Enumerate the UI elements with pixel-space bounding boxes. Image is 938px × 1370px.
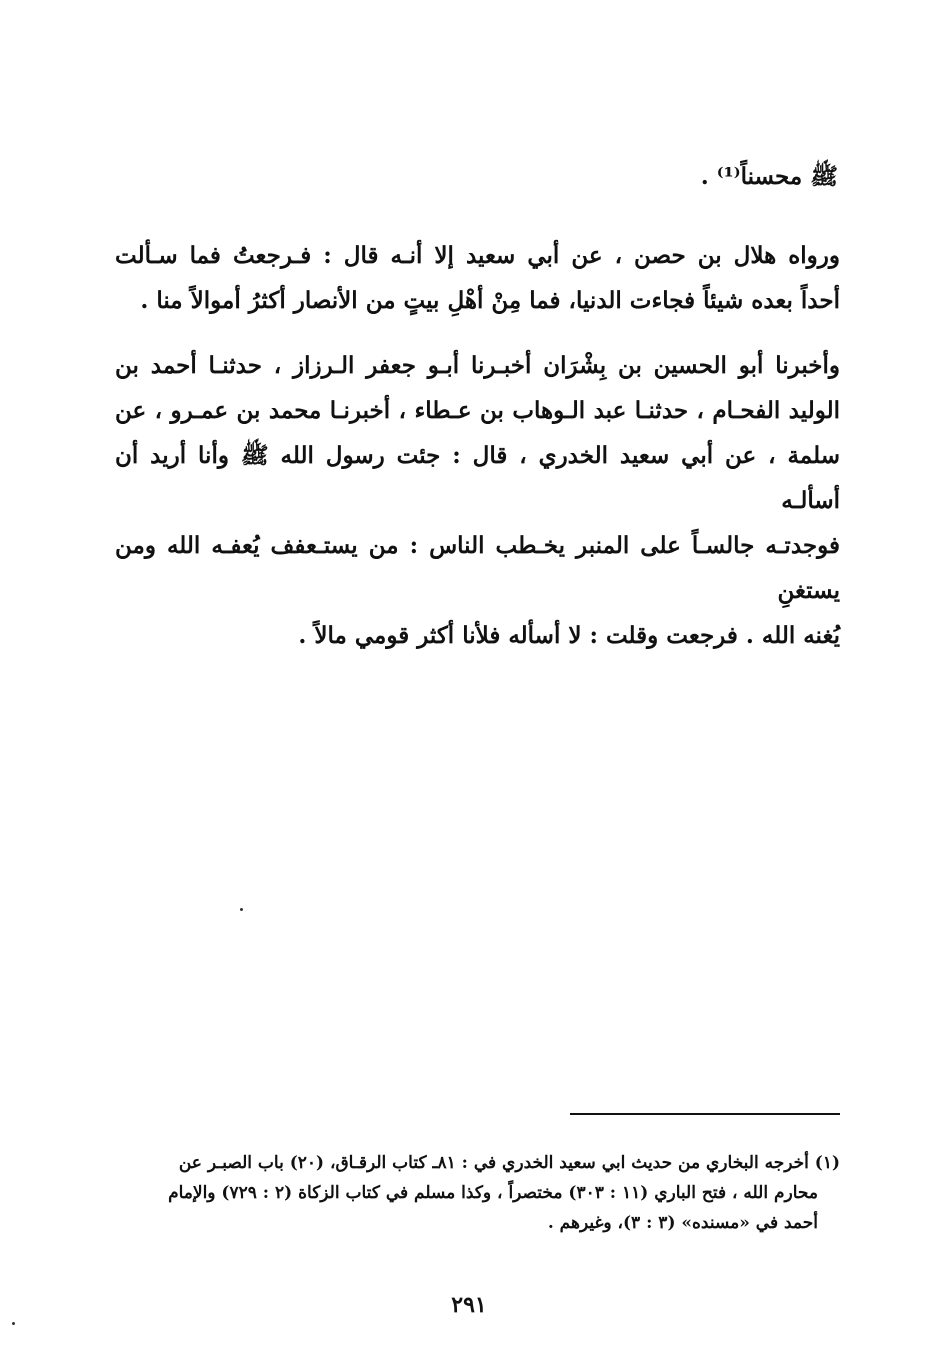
footnotes bbox=[100, 1148, 840, 1238]
scan-speck bbox=[240, 908, 243, 911]
paragraph-1 bbox=[115, 233, 840, 323]
footnote-divider bbox=[570, 1113, 840, 1115]
page-number: ٢٩١ bbox=[451, 1292, 487, 1318]
paragraph-2-line-2: الوليد الفحـام ، حدثنـا عبد الـوهاب بن عـطاء ، أخبرنـا محمد بن عمـرو ، عن bbox=[115, 397, 840, 424]
paragraph-2-line-1: وأخبرنا أبو الحسين بن بِشْرَان أخبـرنا أبـو جعفر الـرزاز ، حدثنـا أحمد بن bbox=[115, 352, 840, 379]
paragraph-2-line-4: فوجدتـه جالسـاً على المنبر يخـطب الناس : من يستـعفف يُعفـه الله ومن يستغنِ bbox=[115, 532, 840, 604]
continued-text-line: ﷺ محسناً⁽¹⁾ . bbox=[700, 163, 838, 190]
paragraph-2-line-5: يُغنه الله . فرجعت وقلت : لا أسأله فلأنا أكثر قومي مالاً . bbox=[298, 622, 840, 649]
paragraph-1-line-2: أحداً بعده شيئاً فجاءت الدنيا، فما مِنْ أهْلِ بيتٍ من الأنصار أكثرُ أموالاً منا . bbox=[140, 287, 840, 314]
scan-speck bbox=[12, 1322, 15, 1325]
paragraph-2 bbox=[115, 343, 840, 658]
footnote-line-2: محارم الله ، فتح الباري (١١ : ٣٠٣) مختصراً ، وكذا مسلم في كتاب الزكاة (٢ : ٧٢٩) والإمام bbox=[168, 1183, 818, 1203]
paragraph-2-line-3: سلمة ، عن أبي سعيد الخدري ، قال : جئت رسول الله ﷺ وأنا أريد أن أسألـه bbox=[115, 442, 840, 514]
footnote-line-3: أحمد في «مسنده» (٣ : ٣)، وغيرهم . bbox=[547, 1213, 818, 1233]
footnote-line-1: (١) أخرجه البخاري من حديث ابي سعيد الخدري في : ٨١ـ كتاب الرقـاق، (٢٠) باب الصبـر عن bbox=[178, 1153, 840, 1173]
paragraph-1-line-1: ورواه هلال بن حصن ، عن أبي سعيد إلا أنـه قال : فـرجعتُ فما سـألت bbox=[115, 242, 840, 269]
